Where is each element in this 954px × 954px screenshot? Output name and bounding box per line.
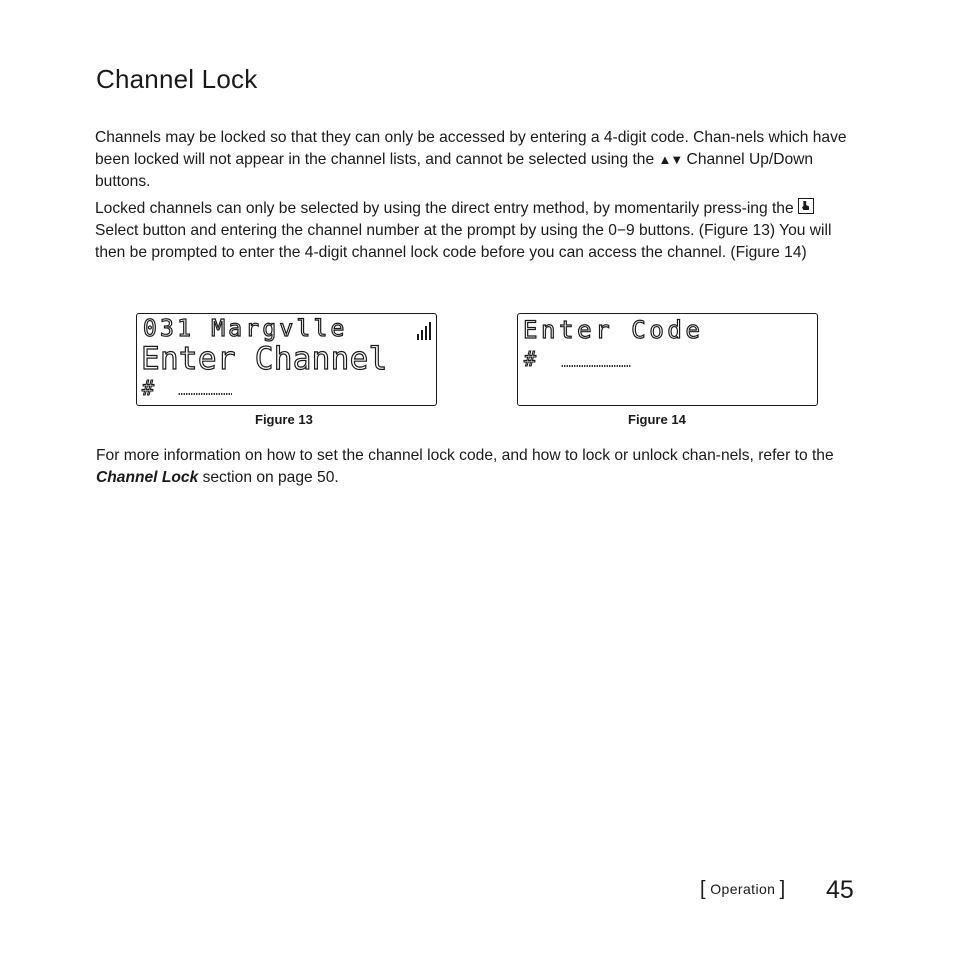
close-bracket: ] xyxy=(779,878,786,900)
paragraph-text: Select button and entering the channel number at the prompt by using the 0−9 buttons. (Figure 13) You will then be prompted to enter the 4-digit channel lock code before you can access the channel. (Figure 14) xyxy=(95,222,832,261)
paragraph-more-info xyxy=(96,445,861,489)
paragraph-text: section on page 50. xyxy=(198,469,339,486)
lcd-display-figure-14 xyxy=(517,313,818,406)
figure-13-caption: Figure 13 xyxy=(255,412,313,427)
page-number: 45 xyxy=(826,876,854,904)
open-bracket: [ xyxy=(700,878,706,900)
select-button-icon xyxy=(798,198,814,214)
lcd-enter-code-prompt: Enter Code xyxy=(523,316,704,344)
paragraph-text: For more information on how to set the channel lock code, and how to lock or unlock chan-nels, refer to the xyxy=(96,447,834,464)
up-down-arrow-icon: ▲▼ xyxy=(658,152,683,167)
lcd-channel-name: 031 Margvlle xyxy=(143,316,348,342)
footer-section-name: Operation xyxy=(710,881,776,897)
paragraph-direct-entry xyxy=(95,198,860,264)
paragraph-text: Channels may be locked so that they can only be accessed by entering a 4-digit code. Chan-nels which have been locked will not appear in the channel lists, and cannot be selected using the xyxy=(95,129,847,168)
paragraph-channel-lock-intro xyxy=(95,127,860,193)
lcd-digit-placeholder xyxy=(178,393,232,395)
footer-section-label xyxy=(700,878,786,901)
section-title: Channel Lock xyxy=(96,64,258,94)
paragraph-text: Channel Up/Down buttons. xyxy=(95,151,814,190)
lcd-display-figure-13 xyxy=(136,313,437,406)
signal-strength-icon xyxy=(417,322,431,340)
channel-lock-reference: Channel Lock xyxy=(96,469,199,486)
lcd-hash-symbol: # xyxy=(142,376,155,400)
lcd-hash-symbol: # xyxy=(524,347,537,371)
paragraph-text: Locked channels can only be selected by using the direct entry method, by momentarily press-ing the xyxy=(95,200,798,217)
lcd-enter-channel-prompt: Enter Channel xyxy=(141,341,388,377)
figure-14-caption: Figure 14 xyxy=(628,412,686,427)
lcd-code-placeholder xyxy=(561,365,631,367)
